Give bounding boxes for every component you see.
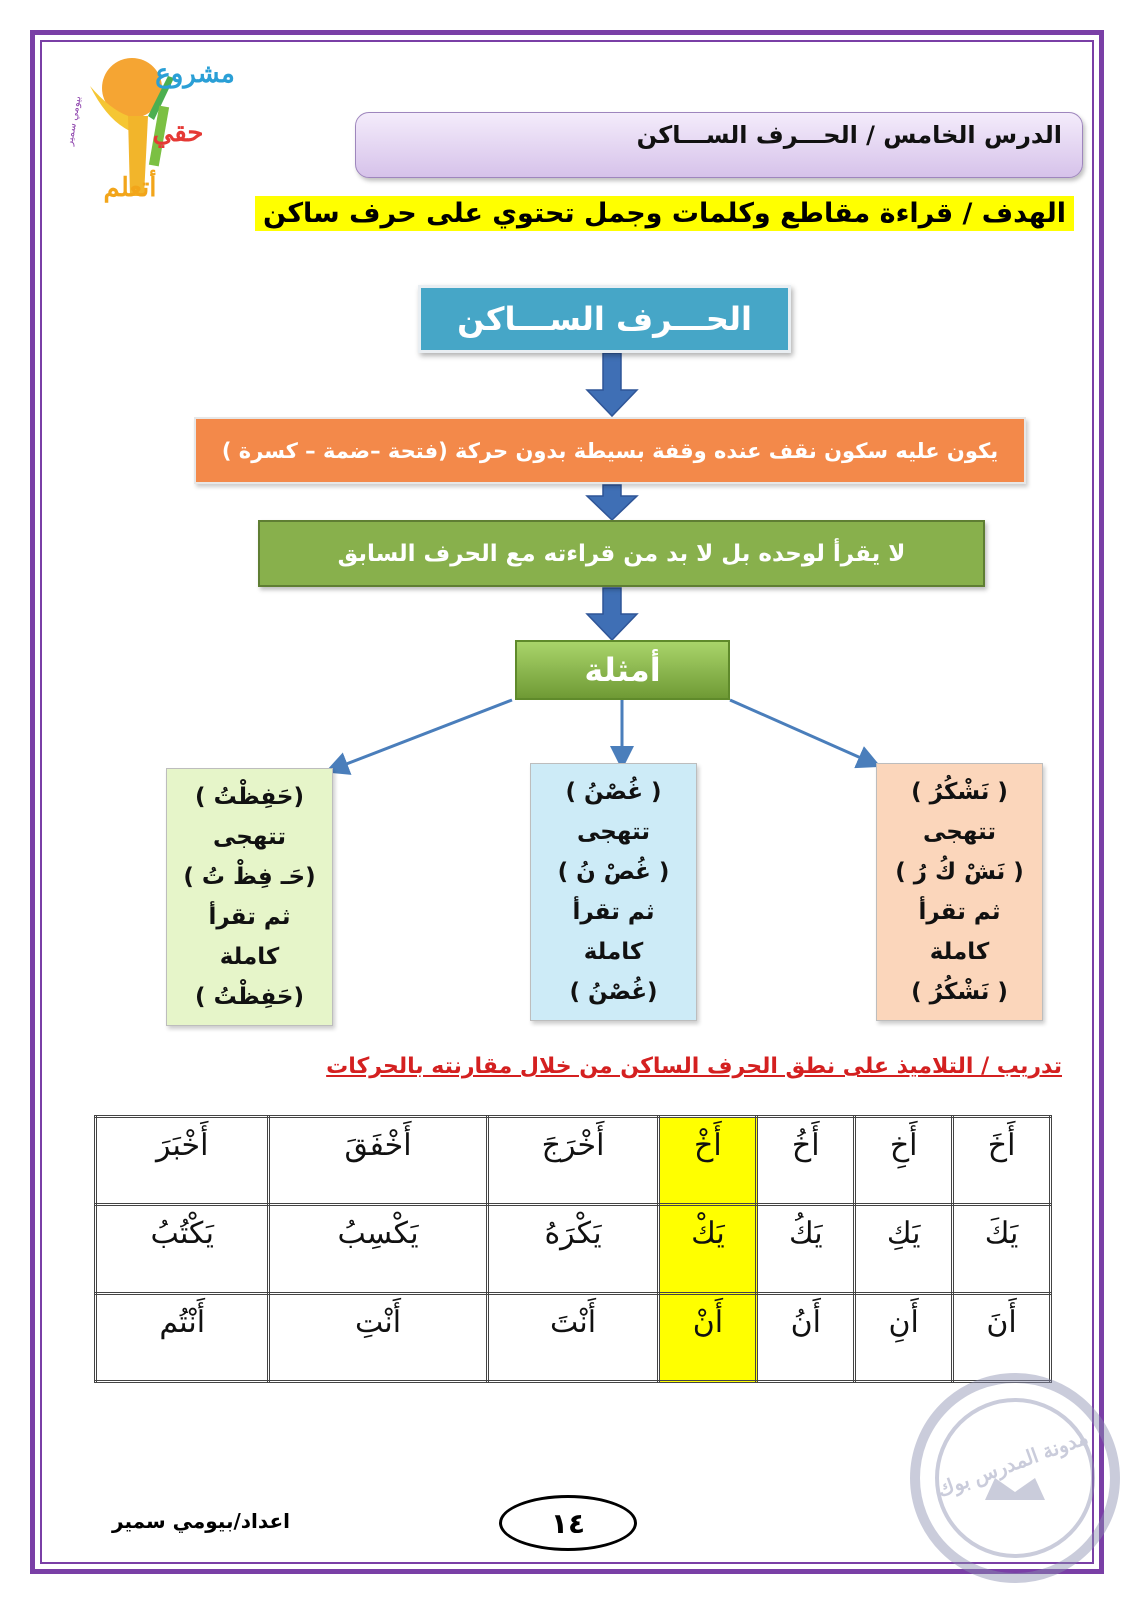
- table-row: [96, 1205, 1051, 1293]
- flow-main-box: الحـــرف الســـاكن: [418, 285, 791, 353]
- example-word: ( غُصْنُ ): [565, 779, 662, 805]
- example-full-label: كاملة: [583, 939, 644, 965]
- table-cell: أَنِ: [855, 1293, 953, 1381]
- table-cell-highlight: أَخْ: [659, 1117, 757, 1205]
- logo-line2: حقي: [152, 117, 204, 147]
- watermark-stamp: [880, 1360, 1130, 1590]
- lesson-title: الدرس الخامس / الحـــرف الســـاكن: [355, 112, 1083, 178]
- example-spelled: ( غُصْ نُ ): [557, 859, 670, 885]
- flow-definition-box: يكون عليه سكون نقف عنده وقفة بسيطة بدون حركة (فتحة –ضمة – كسرة ): [194, 417, 1026, 484]
- table-cell: أَنُ: [757, 1293, 855, 1381]
- example-spell-label: تتهجى: [576, 819, 651, 845]
- table-cell: أَخُ: [757, 1117, 855, 1205]
- example-full: (حَفِظْتُ ): [195, 984, 304, 1010]
- example-full-label: كاملة: [219, 944, 280, 970]
- table-cell: أَخَ: [953, 1117, 1051, 1205]
- lesson-goal: الهدف / قراءة مقاطع وكلمات وجمل تحتوي على حرف ساكن: [255, 196, 1074, 231]
- flow-rule-box: لا يقرأ لوحده بل لا بد من قراءته مع الحرف السابق: [258, 520, 985, 587]
- table-cell: أَخْبَرَ: [96, 1117, 269, 1205]
- branch-arrow-right: [730, 700, 870, 762]
- practice-table: [94, 1115, 1052, 1383]
- table-cell: أَخْرَجَ: [487, 1117, 659, 1205]
- logo-side-text: بيومي سمير: [64, 95, 84, 147]
- author-credit: اعداد/بيومي سمير: [112, 1509, 290, 1533]
- table-cell: أَنْتِ: [269, 1293, 487, 1381]
- example-then-label: ثم تقرأ: [208, 904, 291, 930]
- example-full: ( نَشْكُرُ ): [911, 979, 1008, 1005]
- example-then-label: ثم تقرأ: [572, 899, 655, 925]
- table-cell: يَكْسِبُ: [269, 1205, 487, 1293]
- table-cell-highlight: أَنْ: [659, 1293, 757, 1381]
- table-cell: يَكِ: [855, 1205, 953, 1293]
- example-spelled: (حَـ فِظْ تُ ): [183, 864, 316, 890]
- page-number: ١٤: [499, 1495, 637, 1551]
- drill-title: تدريب / التلاميذ على نطق الحرف الساكن من خلال مقارنته بالحركات: [326, 1054, 1062, 1079]
- down-arrow-1: [587, 353, 637, 416]
- table-cell: أَنْتُم: [96, 1293, 269, 1381]
- example-box-3: [166, 768, 333, 1026]
- table-cell: أَنَ: [953, 1293, 1051, 1381]
- table-cell: أَخْفَقَ: [269, 1117, 487, 1205]
- example-box-2: [530, 763, 697, 1021]
- example-full-label: كاملة: [929, 939, 990, 965]
- table-cell: أَخِ: [855, 1117, 953, 1205]
- example-full: (غُصْنُ ): [569, 979, 658, 1005]
- down-arrows: [587, 353, 637, 640]
- example-spelled: ( نَشْ كُ رُ ): [895, 859, 1024, 885]
- table-row: [96, 1117, 1051, 1205]
- flow-examples-label: أمثلة: [515, 640, 730, 700]
- branch-arrow-left: [336, 700, 512, 768]
- example-word: (حَفِظْتُ ): [195, 784, 304, 810]
- example-then-label: ثم تقرأ: [918, 899, 1001, 925]
- stamp-text: مدونة المدرس بوك: [934, 1426, 1092, 1502]
- logo-line3: أتعلم: [103, 172, 157, 202]
- table-cell: يَكْتُبُ: [96, 1205, 269, 1293]
- logo-line1: مشروع: [155, 58, 235, 88]
- table-cell-highlight: يَكْ: [659, 1205, 757, 1293]
- example-spell-label: تتهجى: [212, 824, 287, 850]
- table-cell: يَكَ: [953, 1205, 1051, 1293]
- example-word: ( نَشْكُرُ ): [911, 779, 1008, 805]
- down-arrow-3: [587, 588, 637, 640]
- example-spell-label: تتهجى: [922, 819, 997, 845]
- example-box-1: [876, 763, 1043, 1021]
- down-arrow-2: [587, 485, 637, 520]
- table-cell: يَكُ: [757, 1205, 855, 1293]
- table-cell: يَكْرَهُ: [487, 1205, 659, 1293]
- table-cell: أَنْتَ: [487, 1293, 659, 1381]
